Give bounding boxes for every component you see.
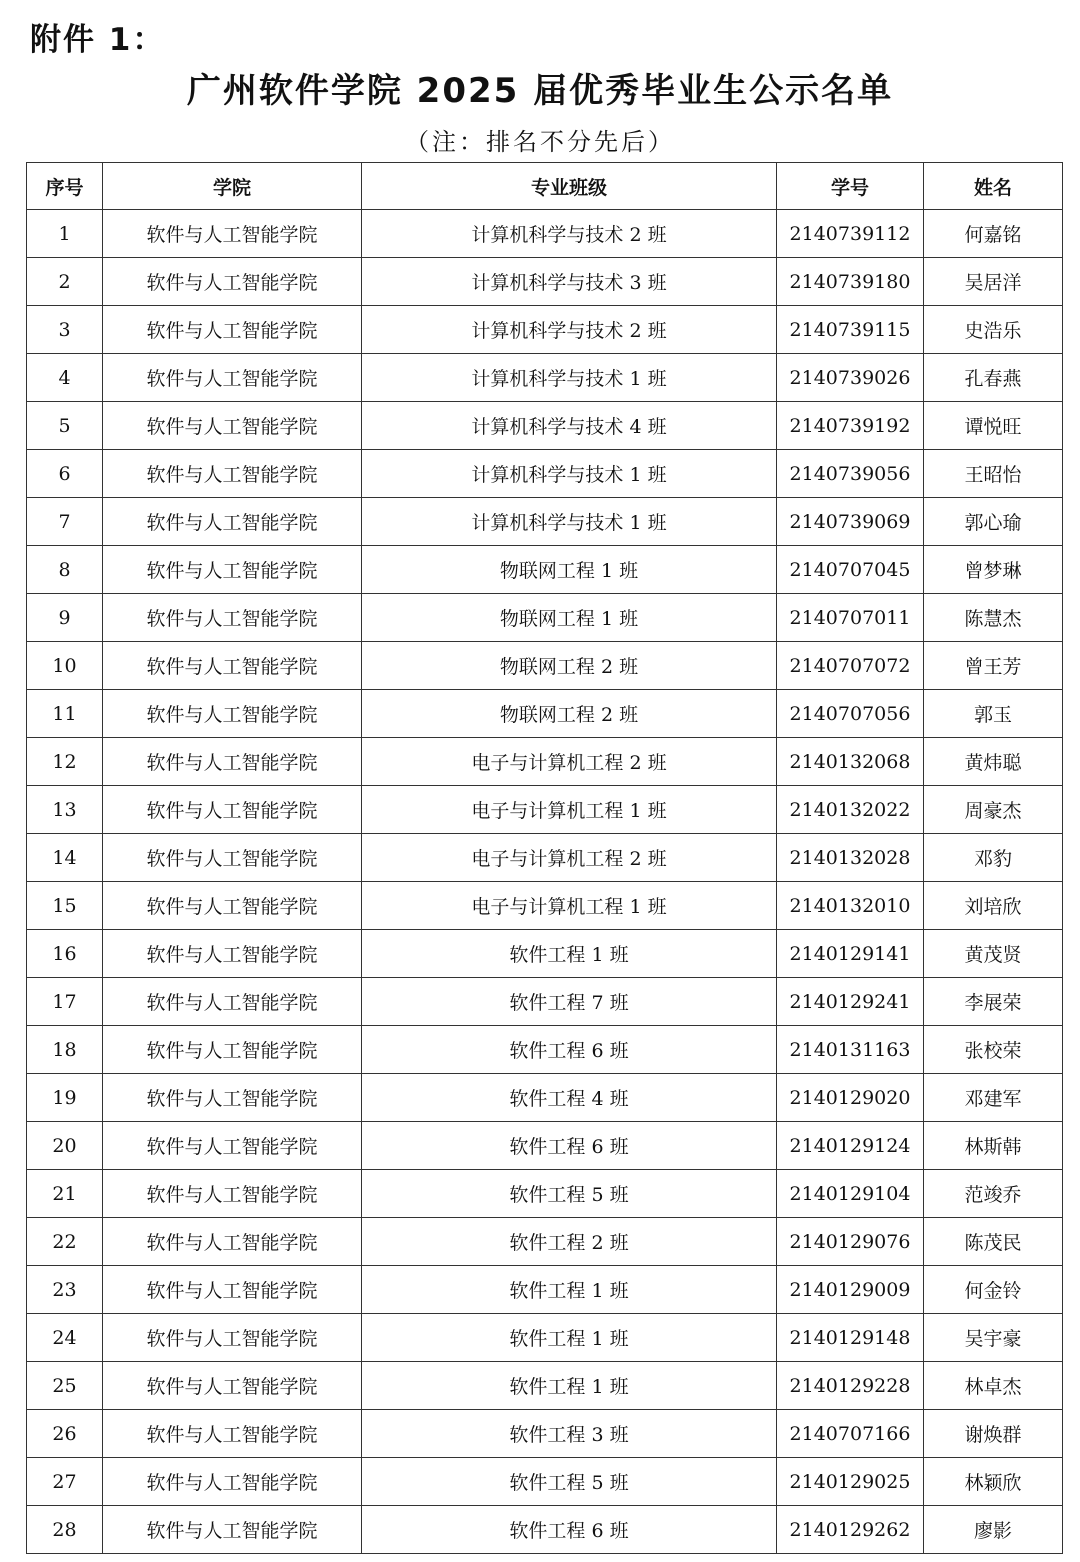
cell-major-class: 电子与计算机工程 2 班 (362, 738, 777, 786)
cell-student-id: 2140132068 (777, 738, 924, 786)
cell-college: 软件与人工智能学院 (103, 1458, 362, 1506)
cell-major-class: 计算机科学与技术 2 班 (362, 306, 777, 354)
cell-seq: 9 (27, 594, 103, 642)
header-major-class: 专业班级 (362, 163, 777, 210)
cell-seq: 16 (27, 930, 103, 978)
table-row (27, 1074, 1063, 1122)
cell-seq: 5 (27, 402, 103, 450)
cell-seq: 11 (27, 690, 103, 738)
cell-name: 郭玉 (924, 690, 1063, 738)
cell-name: 吴宇豪 (924, 1314, 1063, 1362)
cell-college: 软件与人工智能学院 (103, 498, 362, 546)
cell-seq: 3 (27, 306, 103, 354)
cell-seq: 22 (27, 1218, 103, 1266)
header-name: 姓名 (924, 163, 1063, 210)
cell-student-id: 2140739115 (777, 306, 924, 354)
cell-college: 软件与人工智能学院 (103, 1266, 362, 1314)
cell-student-id: 2140707011 (777, 594, 924, 642)
cell-seq: 24 (27, 1314, 103, 1362)
cell-college: 软件与人工智能学院 (103, 882, 362, 930)
table-row (27, 1458, 1063, 1506)
cell-major-class: 电子与计算机工程 2 班 (362, 834, 777, 882)
table-row (27, 930, 1063, 978)
cell-name: 黄茂贤 (924, 930, 1063, 978)
cell-seq: 2 (27, 258, 103, 306)
cell-name: 林斯韩 (924, 1122, 1063, 1170)
cell-name: 曾梦琳 (924, 546, 1063, 594)
cell-major-class: 电子与计算机工程 1 班 (362, 882, 777, 930)
cell-student-id: 2140707045 (777, 546, 924, 594)
cell-college: 软件与人工智能学院 (103, 210, 362, 258)
cell-seq: 23 (27, 1266, 103, 1314)
cell-name: 何嘉铭 (924, 210, 1063, 258)
header-student-id: 学号 (777, 163, 924, 210)
cell-college: 软件与人工智能学院 (103, 1074, 362, 1122)
cell-seq: 12 (27, 738, 103, 786)
cell-name: 孔春燕 (924, 354, 1063, 402)
cell-name: 林卓杰 (924, 1362, 1063, 1410)
cell-name: 何金铃 (924, 1266, 1063, 1314)
cell-college: 软件与人工智能学院 (103, 738, 362, 786)
table-row (27, 498, 1063, 546)
cell-seq: 8 (27, 546, 103, 594)
graduate-roster-table (26, 162, 1063, 1554)
cell-college: 软件与人工智能学院 (103, 1026, 362, 1074)
cell-major-class: 软件工程 1 班 (362, 1266, 777, 1314)
cell-college: 软件与人工智能学院 (103, 306, 362, 354)
cell-major-class: 物联网工程 1 班 (362, 546, 777, 594)
cell-major-class: 软件工程 1 班 (362, 1314, 777, 1362)
cell-student-id: 2140132028 (777, 834, 924, 882)
cell-name: 陈慧杰 (924, 594, 1063, 642)
cell-major-class: 电子与计算机工程 1 班 (362, 786, 777, 834)
table-row (27, 1218, 1063, 1266)
cell-name: 周豪杰 (924, 786, 1063, 834)
cell-student-id: 2140739069 (777, 498, 924, 546)
table-header (27, 163, 1063, 210)
cell-major-class: 物联网工程 2 班 (362, 642, 777, 690)
cell-seq: 7 (27, 498, 103, 546)
cell-college: 软件与人工智能学院 (103, 1506, 362, 1554)
cell-major-class: 软件工程 7 班 (362, 978, 777, 1026)
table-row (27, 1506, 1063, 1554)
cell-major-class: 软件工程 1 班 (362, 930, 777, 978)
cell-name: 邓建军 (924, 1074, 1063, 1122)
table-row (27, 1026, 1063, 1074)
cell-student-id: 2140129104 (777, 1170, 924, 1218)
document-title: 广州软件学院 2025 届优秀毕业生公示名单 (186, 71, 894, 111)
cell-seq: 4 (27, 354, 103, 402)
cell-name: 黄炜聪 (924, 738, 1063, 786)
cell-college: 软件与人工智能学院 (103, 1410, 362, 1458)
cell-seq: 18 (27, 1026, 103, 1074)
table-row (27, 258, 1063, 306)
cell-student-id: 2140132010 (777, 882, 924, 930)
cell-seq: 17 (27, 978, 103, 1026)
ranking-note: （注：排名不分先后） (405, 128, 675, 156)
cell-seq: 21 (27, 1170, 103, 1218)
table-row (27, 354, 1063, 402)
cell-major-class: 软件工程 4 班 (362, 1074, 777, 1122)
cell-name: 刘培欣 (924, 882, 1063, 930)
cell-student-id: 2140129241 (777, 978, 924, 1026)
cell-major-class: 物联网工程 2 班 (362, 690, 777, 738)
table-row (27, 546, 1063, 594)
cell-name: 曾王芳 (924, 642, 1063, 690)
table-row (27, 834, 1063, 882)
table-row (27, 882, 1063, 930)
cell-student-id: 2140739112 (777, 210, 924, 258)
table-row (27, 402, 1063, 450)
cell-student-id: 2140129020 (777, 1074, 924, 1122)
cell-college: 软件与人工智能学院 (103, 786, 362, 834)
cell-college: 软件与人工智能学院 (103, 642, 362, 690)
cell-seq: 15 (27, 882, 103, 930)
cell-student-id: 2140739180 (777, 258, 924, 306)
cell-student-id: 2140129262 (777, 1506, 924, 1554)
cell-seq: 20 (27, 1122, 103, 1170)
cell-college: 软件与人工智能学院 (103, 1314, 362, 1362)
cell-major-class: 计算机科学与技术 1 班 (362, 498, 777, 546)
table-row (27, 1314, 1063, 1362)
cell-college: 软件与人工智能学院 (103, 450, 362, 498)
cell-major-class: 软件工程 6 班 (362, 1506, 777, 1554)
table-row (27, 1362, 1063, 1410)
header-row (27, 163, 1063, 210)
table-row (27, 306, 1063, 354)
cell-name: 李展荣 (924, 978, 1063, 1026)
cell-major-class: 软件工程 6 班 (362, 1026, 777, 1074)
cell-student-id: 2140129228 (777, 1362, 924, 1410)
cell-college: 软件与人工智能学院 (103, 1170, 362, 1218)
table-row (27, 642, 1063, 690)
cell-student-id: 2140707166 (777, 1410, 924, 1458)
cell-student-id: 2140707072 (777, 642, 924, 690)
cell-college: 软件与人工智能学院 (103, 402, 362, 450)
table-row (27, 1410, 1063, 1458)
table-row (27, 1266, 1063, 1314)
cell-major-class: 计算机科学与技术 3 班 (362, 258, 777, 306)
attachment-label: 附件 1： (30, 22, 166, 58)
cell-student-id: 2140739192 (777, 402, 924, 450)
cell-name: 王昭怡 (924, 450, 1063, 498)
cell-seq: 27 (27, 1458, 103, 1506)
cell-college: 软件与人工智能学院 (103, 1122, 362, 1170)
table-body (27, 210, 1063, 1554)
cell-major-class: 计算机科学与技术 1 班 (362, 354, 777, 402)
cell-college: 软件与人工智能学院 (103, 594, 362, 642)
cell-student-id: 2140129076 (777, 1218, 924, 1266)
cell-college: 软件与人工智能学院 (103, 978, 362, 1026)
cell-major-class: 物联网工程 1 班 (362, 594, 777, 642)
cell-name: 范竣乔 (924, 1170, 1063, 1218)
table-row (27, 210, 1063, 258)
cell-college: 软件与人工智能学院 (103, 1362, 362, 1410)
cell-student-id: 2140132022 (777, 786, 924, 834)
table-row (27, 786, 1063, 834)
cell-seq: 6 (27, 450, 103, 498)
cell-name: 谢焕群 (924, 1410, 1063, 1458)
cell-student-id: 2140129141 (777, 930, 924, 978)
cell-seq: 19 (27, 1074, 103, 1122)
cell-name: 邓豹 (924, 834, 1063, 882)
cell-student-id: 2140739026 (777, 354, 924, 402)
cell-name: 廖影 (924, 1506, 1063, 1554)
cell-seq: 10 (27, 642, 103, 690)
cell-major-class: 软件工程 1 班 (362, 1362, 777, 1410)
cell-college: 软件与人工智能学院 (103, 354, 362, 402)
cell-seq: 25 (27, 1362, 103, 1410)
cell-major-class: 软件工程 3 班 (362, 1410, 777, 1458)
table-row (27, 738, 1063, 786)
cell-seq: 13 (27, 786, 103, 834)
cell-major-class: 计算机科学与技术 1 班 (362, 450, 777, 498)
cell-name: 郭心瑜 (924, 498, 1063, 546)
cell-seq: 1 (27, 210, 103, 258)
cell-college: 软件与人工智能学院 (103, 690, 362, 738)
cell-name: 谭悦旺 (924, 402, 1063, 450)
table-row (27, 978, 1063, 1026)
header-seq: 序号 (27, 163, 103, 210)
cell-college: 软件与人工智能学院 (103, 546, 362, 594)
cell-major-class: 软件工程 6 班 (362, 1122, 777, 1170)
cell-major-class: 软件工程 5 班 (362, 1170, 777, 1218)
cell-student-id: 2140131163 (777, 1026, 924, 1074)
cell-major-class: 计算机科学与技术 4 班 (362, 402, 777, 450)
table-row (27, 594, 1063, 642)
cell-major-class: 计算机科学与技术 2 班 (362, 210, 777, 258)
cell-name: 史浩乐 (924, 306, 1063, 354)
cell-major-class: 软件工程 5 班 (362, 1458, 777, 1506)
cell-student-id: 2140129124 (777, 1122, 924, 1170)
cell-student-id: 2140707056 (777, 690, 924, 738)
cell-major-class: 软件工程 2 班 (362, 1218, 777, 1266)
cell-seq: 26 (27, 1410, 103, 1458)
table-row (27, 450, 1063, 498)
cell-name: 张校荣 (924, 1026, 1063, 1074)
table-row (27, 1170, 1063, 1218)
cell-student-id: 2140739056 (777, 450, 924, 498)
table-row (27, 690, 1063, 738)
cell-college: 软件与人工智能学院 (103, 258, 362, 306)
cell-student-id: 2140129025 (777, 1458, 924, 1506)
cell-college: 软件与人工智能学院 (103, 834, 362, 882)
cell-seq: 14 (27, 834, 103, 882)
cell-student-id: 2140129009 (777, 1266, 924, 1314)
cell-name: 吴居洋 (924, 258, 1063, 306)
cell-college: 软件与人工智能学院 (103, 1218, 362, 1266)
table-row (27, 1122, 1063, 1170)
cell-name: 陈茂民 (924, 1218, 1063, 1266)
cell-seq: 28 (27, 1506, 103, 1554)
cell-college: 软件与人工智能学院 (103, 930, 362, 978)
cell-student-id: 2140129148 (777, 1314, 924, 1362)
header-college: 学院 (103, 163, 362, 210)
cell-name: 林颖欣 (924, 1458, 1063, 1506)
